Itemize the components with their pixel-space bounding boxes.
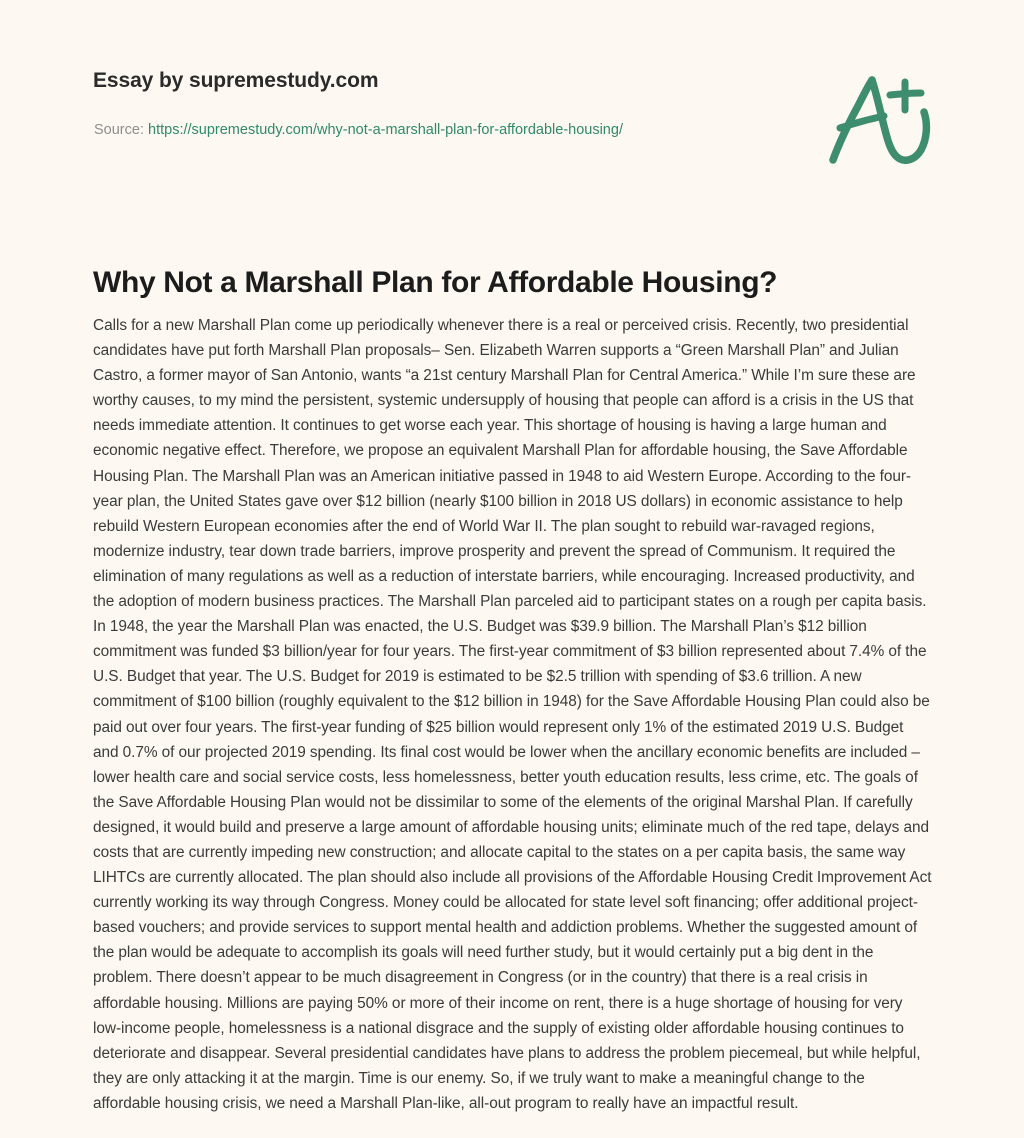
source-label: Source: <box>94 122 144 138</box>
source-url-link[interactable]: https://supremestudy.com/why-not-a-marshall-plan-for-affordable-housing/ <box>148 122 623 138</box>
brand-logo <box>818 66 946 170</box>
site-heading: Essay by supremestudy.com <box>93 69 379 92</box>
page-header <box>0 0 1024 200</box>
article-body-text: Calls for a new Marshall Plan come up periodically whenever there is a real or perceived crisis. Recently, two presidential candidates have put forth Marshall Plan proposals– Sen. Elizabeth Warren supports a “Green Marshall Plan” and Julian Castro, a former mayor of San Antonio, wants “a 21st century Marshall Plan for Central America.” While I’m sure these are worthy causes, to my mind the persistent, systemic undersupply of housing that people can afford is a crisis in the US that needs immediate attention. It continues to get worse each year. This shortage of housing is having a large human and economic negative effect. Therefore, we propose an equivalent Marshall Plan for affordable housing, the Save Affordable Housing Plan. The Marshall Plan was an American initiative passed in 1948 to aid Western Europe. According to the four-year plan, the United States gave over $12 billion (nearly $100 billion in 2018 US dollars) in economic assistance to help rebuild Western European economies after the end of World War II. The plan sought to rebuild war-ravaged regions, modernize industry, tear down trade barriers, improve prosperity and prevent the spread of Communism. It required the elimination of many regulations as well as a reduction of interstate barriers, while encouraging. Increased productivity, and the adoption of modern business practices. The Marshall Plan parceled aid to participant states on a rough per capita basis. In 1948, the year the Marshall Plan was enacted, the U.S. Budget was $39.9 billion. The Marshall Plan’s $12 billion commitment was funded $3 billion/year for four years. The first-year commitment of $3 billion represented about 7.4% of the U.S. Budget that year. The U.S. Budget for 2019 is estimated to be $2.5 trillion with spending of $3.6 trillion. A new commitment of $100 billion (roughly equivalent to the $12 billion in 1948) for the Save Affordable Housing Plan could also be paid out over four years. The first-year funding of $25 billion would represent only 1% of the estimated 2019 U.S. Budget and 0.7% of our projected 2019 spending. Its final cost would be lower when the ancillary economic benefits are included – lower health care and social service costs, less homelessness, better youth education results, less crime, etc. The goals of the Save Affordable Housing Plan would not be dissimilar to some of the elements of the original Marshal Plan. If carefully designed, it would build and preserve a large amount of affordable housing units; eliminate much of the red tape, delays and costs that are currently impeding new construction; and allocate capital to the states on a per capita basis, the same way LIHTCs are currently allocated. The plan should also include all provisions of the Affordable Housing Credit Improvement Act currently working its way through Congress. Money could be allocated for state level soft financing; offer additional project-based vouchers; and provide services to support mental health and addiction problems. Whether the suggested amount of the plan would be adequate to accomplish its goals will need further study, but it would certainly put a big dent in the problem. There doesn’t appear to be much disagreement in Congress (or in the country) that there is a real crisis in affordable housing. Millions are paying 50% or more of their income on rent, there is a huge shortage of housing for very low-income people, homelessness is a national disgrace and the supply of existing older affordable housing continues to deteriorate and disappear. Several presidential candidates have plans to address the problem piecemeal, but while helpful, they are only attacking it at the margin. Time is our enemy. So, if we truly want to make a meaningful change to the affordable housing crisis, we need a Marshall Plan-like, all-out program to really have an impactful result. <box>93 317 932 1112</box>
page-title: Why Not a Marshall Plan for Affordable Housing? <box>93 266 778 300</box>
a-plus-logo-icon <box>818 66 946 170</box>
source-line <box>94 121 623 139</box>
